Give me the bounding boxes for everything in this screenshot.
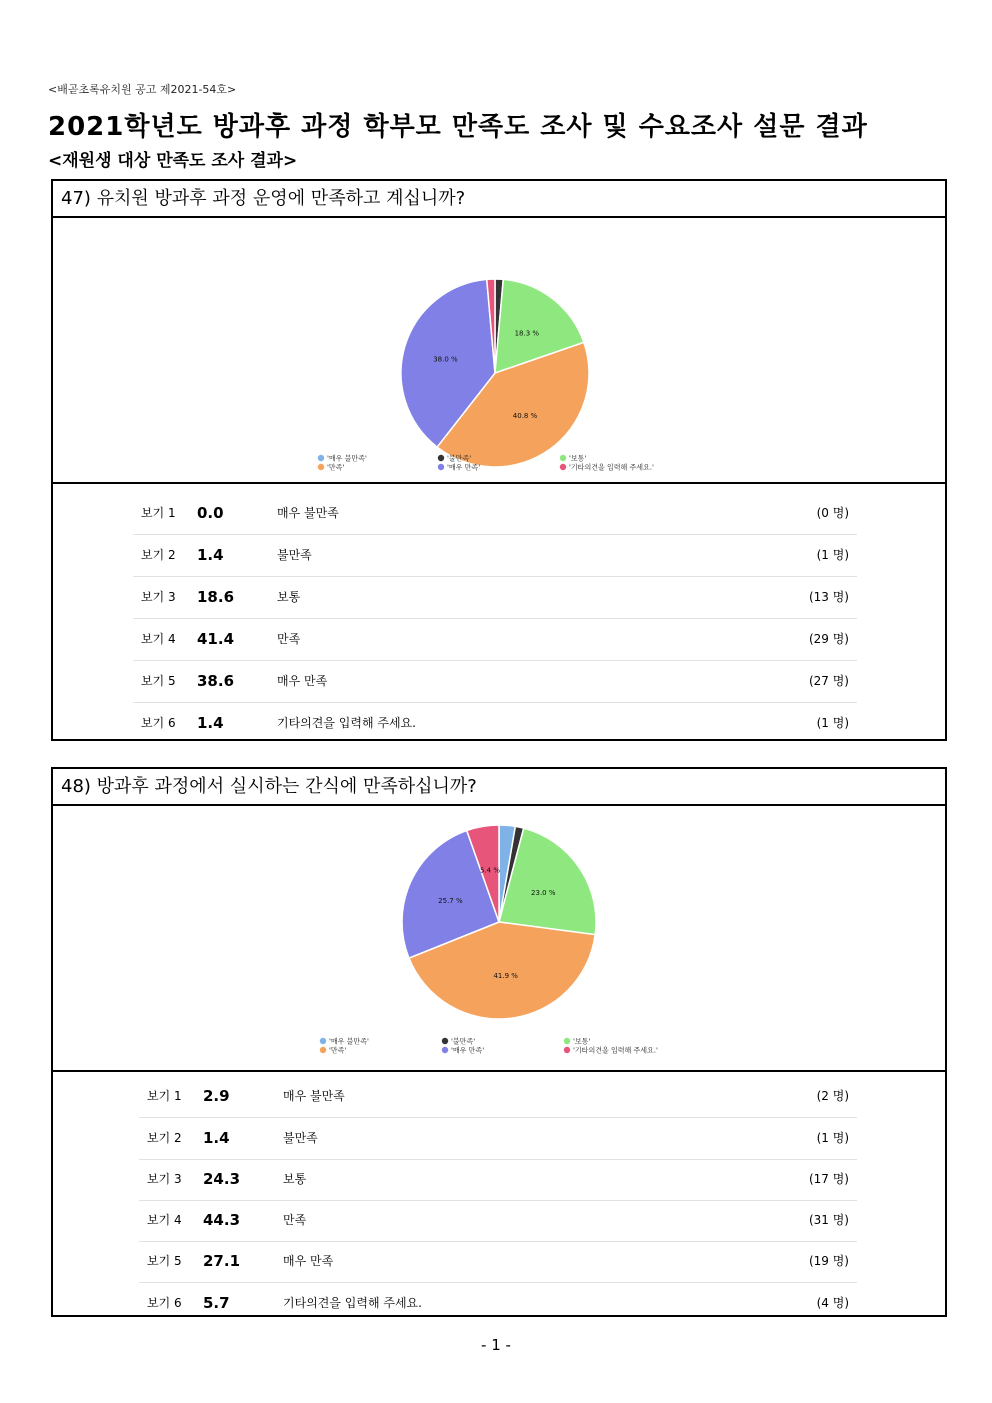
option-label: 만족 xyxy=(283,1213,307,1227)
option-number: 보기 2 xyxy=(147,1131,182,1145)
option-number: 보기 5 xyxy=(141,674,176,688)
option-percent: 1.4 xyxy=(197,714,224,732)
legend-entry: '보통' xyxy=(573,1037,591,1046)
option-percent: 1.4 xyxy=(197,546,224,564)
table-row xyxy=(139,1159,857,1201)
question-48-box xyxy=(51,767,947,1317)
option-label: 불만족 xyxy=(283,1131,318,1145)
table-row xyxy=(139,1076,857,1118)
option-count: (4 명) xyxy=(816,1296,849,1310)
data-label: 23.0 % xyxy=(531,889,556,898)
question-47-box xyxy=(51,179,947,741)
option-number: 보기 1 xyxy=(147,1089,182,1103)
option-percent: 2.9 xyxy=(203,1087,230,1105)
option-label: 매우 불만족 xyxy=(277,506,339,520)
option-label: 보통 xyxy=(283,1172,307,1186)
table-row xyxy=(133,493,857,535)
option-count: (1 명) xyxy=(816,1131,849,1145)
data-label: 5.4 % xyxy=(479,866,501,875)
legend-swatch xyxy=(320,1047,326,1053)
question-48-chart xyxy=(53,806,945,1072)
option-number: 보기 4 xyxy=(147,1213,182,1227)
option-count: (13 명) xyxy=(808,590,849,604)
option-number: 보기 6 xyxy=(147,1296,182,1310)
option-label: 매우 불만족 xyxy=(283,1089,345,1103)
table-row xyxy=(133,661,857,703)
table-row xyxy=(139,1118,857,1160)
legend-entry: '만족' xyxy=(327,463,345,472)
page-number: - 1 - xyxy=(481,1336,511,1354)
legend-entry: '불만족' xyxy=(447,454,472,463)
page-title: 2021학년도 방과후 과정 학부모 만족도 조사 및 수요조사 설문 결과 xyxy=(48,112,868,142)
option-percent: 41.4 xyxy=(197,630,235,648)
legend-swatch xyxy=(564,1038,570,1044)
data-label: 40.8 % xyxy=(512,412,538,421)
legend-entry: '매우 불만족' xyxy=(327,454,367,463)
pie-chart-47 xyxy=(53,218,945,482)
option-count: (29 명) xyxy=(808,632,849,646)
legend-swatch xyxy=(560,464,566,470)
option-label: 매우 만족 xyxy=(277,674,328,688)
option-number: 보기 5 xyxy=(147,1254,182,1268)
option-percent: 18.6 xyxy=(197,588,235,606)
option-count: (2 명) xyxy=(816,1089,849,1103)
option-percent: 5.7 xyxy=(203,1294,230,1312)
data-label: 41.9 % xyxy=(493,971,518,980)
table-row xyxy=(133,577,857,619)
legend-swatch xyxy=(560,455,566,461)
legend-swatch xyxy=(442,1047,448,1053)
option-percent: 27.1 xyxy=(203,1252,241,1270)
option-percent: 0.0 xyxy=(197,504,224,522)
legend-entry: '보통' xyxy=(569,454,587,463)
option-number: 보기 2 xyxy=(141,548,176,562)
question-47-text: 47) 유치원 방과후 과정 운영에 만족하고 계십니까? xyxy=(53,181,945,218)
table-row xyxy=(139,1200,857,1242)
legend-entry: '기타의견을 입력해 주세요.' xyxy=(573,1046,658,1055)
table-row xyxy=(139,1283,857,1324)
option-percent: 44.3 xyxy=(203,1211,241,1229)
option-number: 보기 1 xyxy=(141,506,176,520)
option-count: (27 명) xyxy=(808,674,849,688)
legend-entry: '불만족' xyxy=(451,1037,476,1046)
table-row xyxy=(133,703,857,744)
option-label: 보통 xyxy=(277,590,301,604)
question-48-text: 48) 방과후 과정에서 실시하는 간식에 만족하십니까? xyxy=(53,769,945,806)
legend-swatch xyxy=(438,464,444,470)
option-percent: 38.6 xyxy=(197,672,235,690)
option-label: 기타의견을 입력해 주세요. xyxy=(277,716,416,730)
option-label: 기타의견을 입력해 주세요. xyxy=(283,1296,422,1310)
option-percent: 1.4 xyxy=(203,1129,230,1147)
data-label: 38.0 % xyxy=(433,355,458,364)
data-label: 25.7 % xyxy=(438,896,463,905)
option-count: (1 명) xyxy=(816,548,849,562)
option-label: 만족 xyxy=(277,632,301,646)
option-count: (17 명) xyxy=(808,1172,849,1186)
legend-swatch xyxy=(320,1038,326,1044)
question-47-chart xyxy=(53,218,945,484)
option-count: (0 명) xyxy=(816,506,849,520)
option-label: 매우 만족 xyxy=(283,1254,334,1268)
option-count: (31 명) xyxy=(808,1213,849,1227)
option-label: 불만족 xyxy=(277,548,312,562)
option-number: 보기 6 xyxy=(141,716,176,730)
option-count: (19 명) xyxy=(808,1254,849,1268)
table-row xyxy=(139,1241,857,1283)
table-row xyxy=(133,535,857,577)
table-row xyxy=(133,619,857,661)
legend-swatch xyxy=(442,1038,448,1044)
legend-entry: '매우 만족' xyxy=(447,463,481,472)
legend-entry: '매우 불만족' xyxy=(329,1037,369,1046)
option-number: 보기 3 xyxy=(147,1172,182,1186)
legend-swatch xyxy=(564,1047,570,1053)
option-number: 보기 4 xyxy=(141,632,176,646)
data-label: 18.3 % xyxy=(514,329,540,338)
legend-entry: '기타의견을 입력해 주세요.' xyxy=(569,463,654,472)
option-count: (1 명) xyxy=(816,716,849,730)
legend-entry: '매우 만족' xyxy=(451,1046,485,1055)
option-percent: 24.3 xyxy=(203,1170,241,1188)
notice-number: <배곧초록유치원 공고 제2021-54호> xyxy=(48,83,237,96)
legend-swatch xyxy=(438,455,444,461)
legend-entry: '만족' xyxy=(329,1046,347,1055)
option-number: 보기 3 xyxy=(141,590,176,604)
legend-swatch xyxy=(318,464,324,470)
legend-swatch xyxy=(318,455,324,461)
section-title: <재원생 대상 만족도 조사 결과> xyxy=(48,151,298,171)
pie-chart-48 xyxy=(53,806,945,1070)
